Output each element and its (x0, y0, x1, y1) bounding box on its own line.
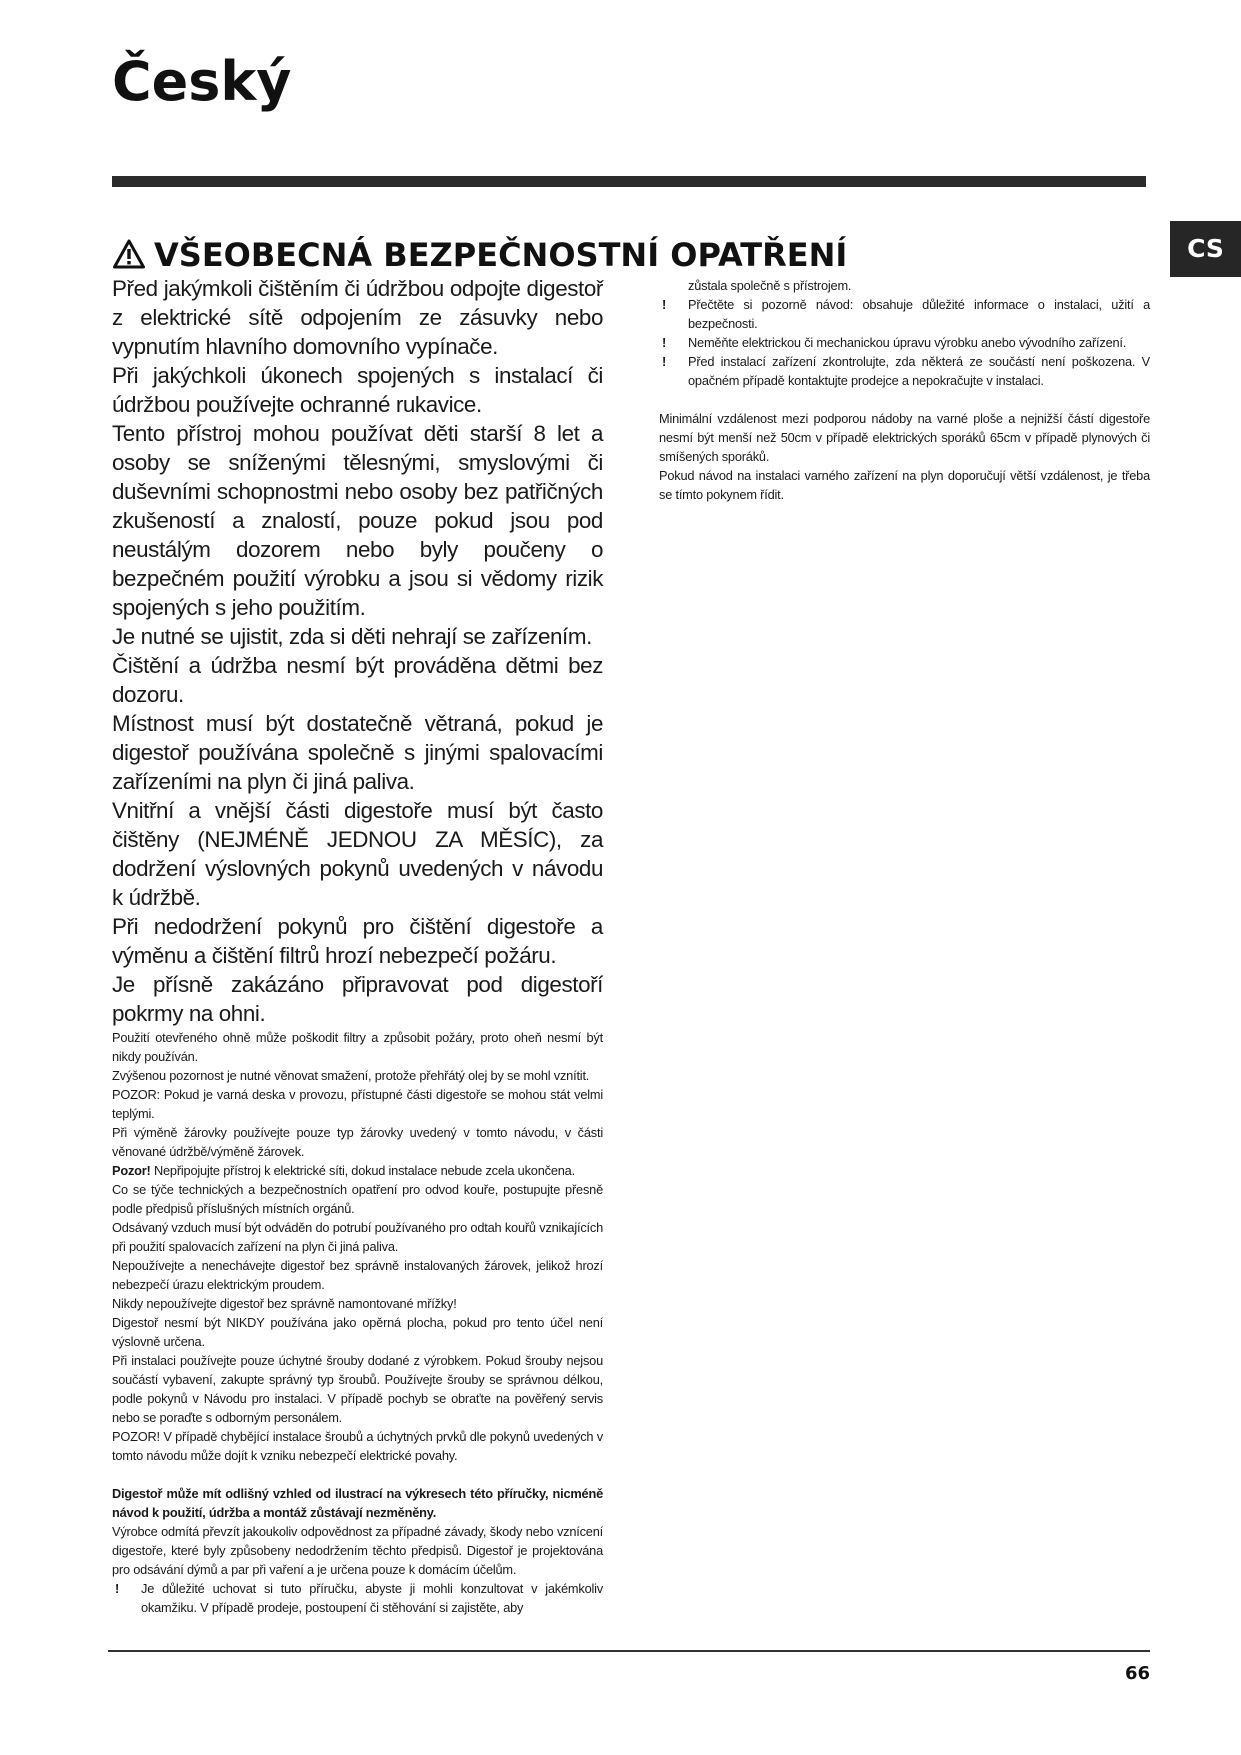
left-column (112, 274, 603, 1617)
page-number: 66 (1124, 1663, 1150, 1684)
bang-item (659, 295, 1150, 333)
exclamation-icon: ! (115, 1581, 120, 1596)
header-divider (112, 176, 1146, 187)
paragraph-large: Je přísně zakázáno připravovat pod digestoří pokrmy na ohni. (112, 972, 603, 1026)
pozor-text: Nepřipojujte přístroj k elektrické síti, dokud instalace nebude zcela ukončena. (150, 1163, 575, 1178)
bang-item (112, 1579, 603, 1617)
continuation-text: zůstala společně s přístrojem. (688, 278, 852, 293)
footer-divider (108, 1650, 1150, 1652)
spacer (112, 1465, 603, 1484)
warning-triangle-icon (112, 238, 146, 270)
paragraph-large: Při jakýchkoli úkonech spojených s instalací či údržbou používejte ochranné rukavice. (112, 363, 603, 417)
paragraph-large: Před jakýmkoli čištěním či údržbou odpojte digestoř z elektrické sítě odpojením ze zásuvky nebo vypnutím hlavního domovního vypínače. (112, 276, 603, 359)
pozor-paragraph (112, 1161, 603, 1180)
paragraph-small: Odsávaný vzduch musí být odváděn do potrubí používaného pro odtah kouřů vznikajících při použití spalovacích zařízení na plyn či jiná paliva. (112, 1220, 603, 1254)
bang-item-text: Je důležité uchovat si tuto příručku, abyste ji mohli konzultovat v jakémkoliv okamžiku. V případě prodeje, postoupení či stěhování si zajistěte, aby (141, 1581, 603, 1615)
paragraph-large: Vnitřní a vnější části digestoře musí být často čištěny (NEJMÉNĚ JEDNOU ZA MĚSÍC), za dodržení výslovných pokynů uvedených v návodu k údržbě. (112, 798, 603, 910)
bang-item-text: Před instalací zařízení zkontrolujte, zda některá ze součástí není poškozena. V opačném případě kontaktujte prodejce a nepokračujte v instalaci. (688, 354, 1150, 388)
distance-paragraph: Pokud návod na instalaci varného zařízení na plyn doporučují větší vzdálenost, je třeba se tímto pokynem řídit. (659, 468, 1150, 502)
spacer (659, 390, 1150, 409)
exclamation-icon: ! (662, 354, 667, 369)
bold-notice: Digestoř může mít odlišný vzhled od ilustrací na výkresech této příručky, nicméně návod k použití, údržba a montáž zůstávají nezměněny. (112, 1486, 603, 1520)
section-heading (112, 234, 847, 276)
paragraph-large: Tento přístroj mohou používat děti starší 8 let a osoby se sníženými tělesnými, smyslovými či duševními schopnostmi nebo osoby bez patřičných zkušeností a znalostí, pouze pokud jsou pod neustálým dozorem nebo byly poučeny o bezpečném použití výrobku a jsou si vědomy rizik spojených s jeho použitím. (112, 421, 603, 620)
paragraph-large: Čištění a údržba nesmí být prováděna dětmi bez dozoru. (112, 653, 603, 707)
section-heading-text: VŠEOBECNÁ BEZPEČNOSTNÍ OPATŘENÍ (154, 236, 848, 274)
bang-item-text: Přečtěte si pozorně návod: obsahuje důležité informace o instalaci, užití a bezpečnosti. (688, 297, 1150, 331)
paragraph-small: Při výměně žárovky používejte pouze typ žárovky uvedený v tomto návodu, v části věnované údržbě/výměně žárovek. (112, 1125, 603, 1159)
disclaimer: Výrobce odmítá převzít jakoukoliv odpovědnost za případné závady, škody nebo vznícení digestoře, které byly způsobeny nedodržením těchto předpisů. Digestoř je projektována pro odsávání dýmů a par při vaření a je určena pouze k domácím účelům. (112, 1524, 603, 1577)
right-column (659, 276, 1150, 504)
paragraph-small: Při instalaci používejte pouze úchytné šrouby dodané z výrobkem. Pokud šrouby nejsou součástí vybavení, zakupte správný typ šroubů. Používejte šrouby se správnou délkou, podle pokynů v Návodu pro instalaci. V případě pochyb se obraťte na pověřený servis nebo se poraďte s odborným personálem. (112, 1353, 603, 1425)
language-tab: CS (1170, 221, 1241, 277)
bang-item (659, 333, 1150, 352)
pozor-label: Pozor! (112, 1163, 151, 1178)
paragraph-small: Použití otevřeného ohně může poškodit filtry a způsobit požáry, proto oheň nesmí být nikdy používán. (112, 1030, 603, 1064)
paragraph-small: Digestoř nesmí být NIKDY používána jako opěrná plocha, pokud pro tento účel není výslovně určena. (112, 1315, 603, 1349)
bang-item (659, 352, 1150, 390)
paragraph-small: POZOR! V případě chybějící instalace šroubů a úchytných prvků dle pokynů uvedených v tomto návodu může dojít k vzniku nebezpečí elektrické povahy. (112, 1429, 603, 1463)
paragraph-large: Je nutné se ujistit, zda si děti nehrají se zařízením. (112, 624, 592, 649)
paragraph-small: Nikdy nepoužívejte digestoř bez správně namontované mřížky! (112, 1296, 457, 1311)
paragraph-small: POZOR: Pokud je varná deska v provozu, přístupné části digestoře se mohou stát velmi teplými. (112, 1087, 603, 1121)
paragraph-large: Místnost musí být dostatečně větraná, pokud je digestoř používána společně s jinými spalovacími zařízeními na plyn či jiná paliva. (112, 711, 603, 794)
bang-item-text: Neměňte elektrickou či mechanickou úpravu výrobku anebo vývodního zařízení. (688, 335, 1127, 350)
distance-paragraph: Minimální vzdálenost mezi podporou nádoby na varné ploše a nejnižší částí digestoře nesmí být menší než 50cm v případě elektrických sporáků 65cm v případě plynových či smíšených sporáků. (659, 411, 1150, 464)
paragraph-small: Zvýšenou pozornost je nutné věnovat smažení, protože přehřátý olej by se mohl vznítit. (112, 1068, 590, 1083)
paragraph-small: Co se týče technických a bezpečnostních opatření pro odvod kouře, postupujte přesně podle předpisů příslušných místních orgánů. (112, 1182, 603, 1216)
exclamation-icon: ! (662, 297, 667, 312)
exclamation-icon: ! (662, 335, 667, 350)
paragraph-large: Při nedodržení pokynů pro čištění digestoře a výměnu a čištění filtrů hrozí nebezpečí požáru. (112, 914, 603, 968)
paragraph-small: Nepoužívejte a nenechávejte digestoř bez správně instalovaných žárovek, jelikož hrozí nebezpečí úrazu elektrickým proudem. (112, 1258, 603, 1292)
page-language-title: Český (112, 50, 292, 113)
